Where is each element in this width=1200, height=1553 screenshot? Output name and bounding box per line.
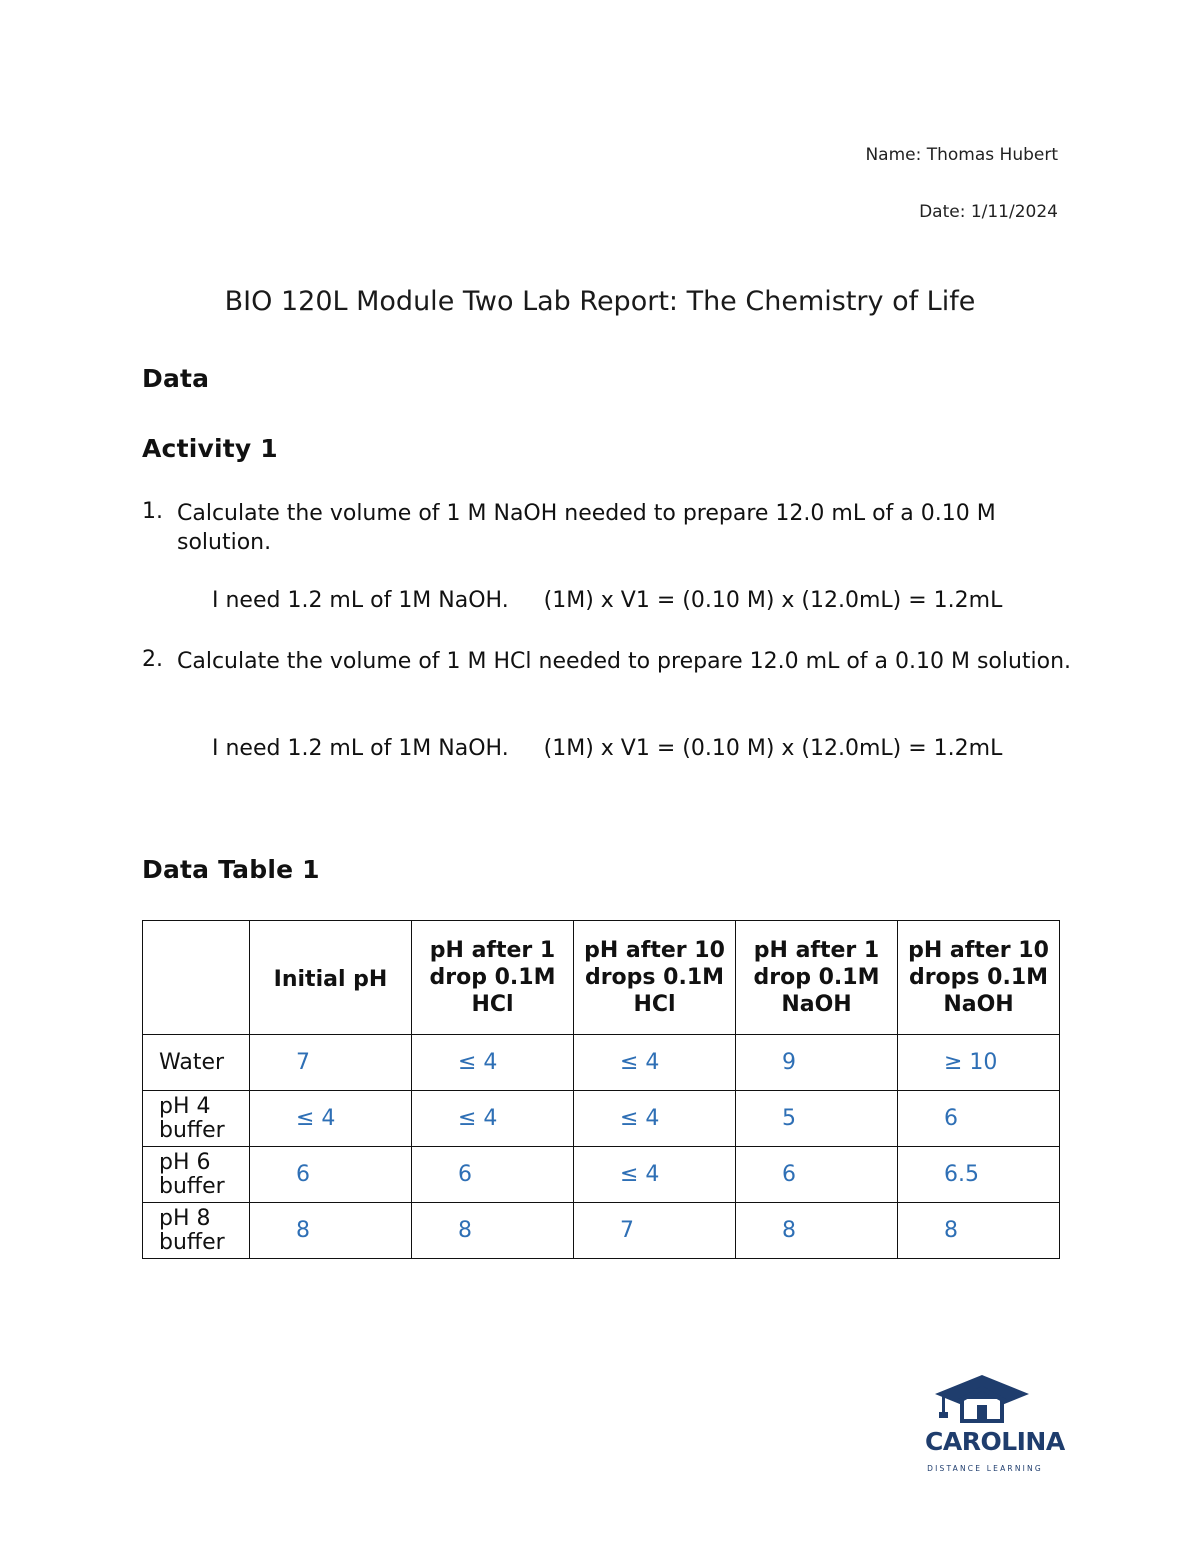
table-header-cell: pH after 10 drops 0.1M NaOH [898,921,1060,1035]
student-name: Name: Thomas Hubert [865,145,1058,165]
table-cell: 6 [736,1147,898,1203]
table-cell: ≤ 4 [574,1147,736,1203]
data-table [142,920,1060,1259]
logo-brand-text: CAROLINA [925,1427,1065,1456]
table-cell: 8 [412,1203,574,1259]
question-1-answer: I need 1.2 mL of 1M NaOH. (1M) x V1 = (0.10 M) x (12.0mL) = 1.2mL [212,588,1003,613]
table-header-cell: pH after 10 drops 0.1M HCl [574,921,736,1035]
table-header-row [143,921,1060,1035]
table-cell: 7 [574,1203,736,1259]
question-2-text: Calculate the volume of 1 M HCl needed to prepare 12.0 mL of a 0.10 M solution. [177,649,1072,674]
table-row [143,1203,1060,1259]
table-header-cell: Initial pH [250,921,412,1035]
row-label: pH 8 buffer [143,1203,250,1259]
table-header-cell: pH after 1 drop 0.1M NaOH [736,921,898,1035]
table-header-cell: pH after 1 drop 0.1M HCl [412,921,574,1035]
table-heading: Data Table 1 [142,855,320,884]
table-cell: 7 [250,1035,412,1091]
question-1-text: Calculate the volume of 1 M NaOH needed to prepare 12.0 mL of a 0.10 M solution. [177,501,996,555]
question-2-answer: I need 1.2 mL of 1M NaOH. (1M) x V1 = (0.10 M) x (12.0mL) = 1.2mL [212,736,1003,761]
question-2-number: 2. [142,647,163,672]
table-cell: ≤ 4 [574,1091,736,1147]
table-header-cell [143,921,250,1035]
row-label: pH 4 buffer [143,1091,250,1147]
report-date: Date: 1/11/2024 [919,202,1058,222]
table-cell: 8 [736,1203,898,1259]
table-row [143,1147,1060,1203]
table-cell: 6.5 [898,1147,1060,1203]
table-cell: 6 [898,1091,1060,1147]
table-row [143,1035,1060,1091]
section-activity-heading: Activity 1 [142,434,278,463]
table-cell: ≤ 4 [250,1091,412,1147]
carolina-logo [920,1372,1065,1482]
row-label: pH 6 buffer [143,1147,250,1203]
table-cell: 9 [736,1035,898,1091]
table-cell: 8 [898,1203,1060,1259]
table-cell: 6 [412,1147,574,1203]
table-cell: 5 [736,1091,898,1147]
table-cell: 6 [250,1147,412,1203]
logo-tagline: DISTANCE LEARNING [927,1464,1043,1473]
table-row [143,1091,1060,1147]
page-title: BIO 120L Module Two Lab Report: The Chemistry of Life [224,286,976,317]
table-cell: ≥ 10 [898,1035,1060,1091]
table-cell: ≤ 4 [574,1035,736,1091]
section-data-heading: Data [142,364,210,393]
question-1-number: 1. [142,499,163,524]
table-cell: 8 [250,1203,412,1259]
table-cell: ≤ 4 [412,1091,574,1147]
table-cell: ≤ 4 [412,1035,574,1091]
row-label: Water [143,1035,250,1091]
